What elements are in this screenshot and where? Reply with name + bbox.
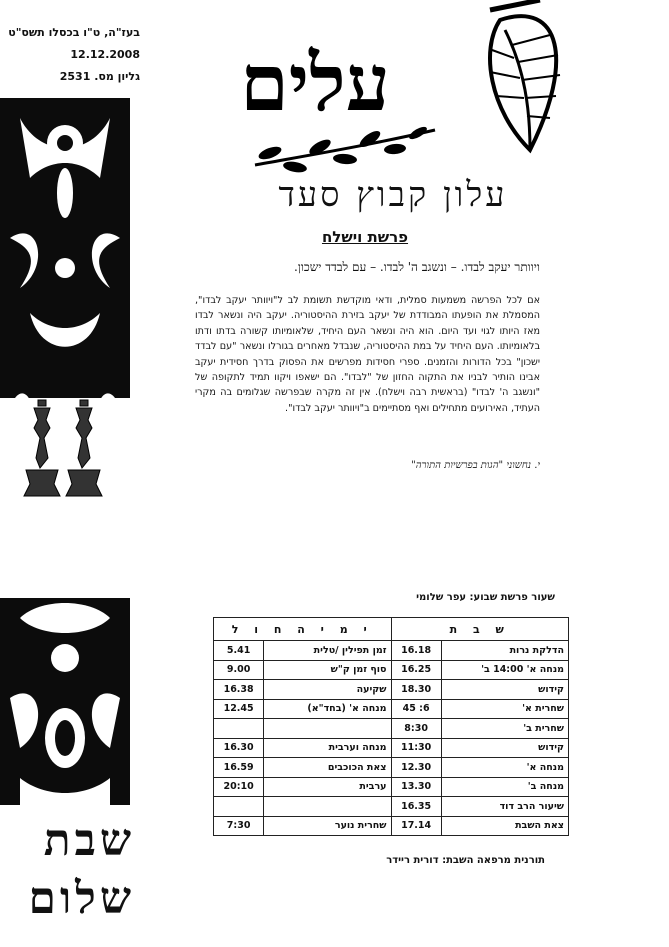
- prayer-times-body: [214, 641, 569, 836]
- article-source: י. נחשוני "הגות בפרשיות התורה": [411, 460, 540, 471]
- shabbat-time: 13.30: [391, 777, 441, 797]
- logo-wordmark: [240, 18, 390, 129]
- shabbat-label: שיעור הרב דוד: [441, 797, 568, 817]
- weekday-label: שחרית נוער: [264, 816, 391, 836]
- column-header-weekday: י מ י ה ח ו ל: [214, 618, 392, 641]
- weekday-label: מנחה וערבית: [264, 738, 391, 758]
- shabbat-label: מנחה ב': [441, 777, 568, 797]
- weekday-label: ערבית: [264, 777, 391, 797]
- weekday-label: מנחה א' (בחד"א): [264, 699, 391, 719]
- weekday-label: [264, 719, 391, 739]
- parasha-quote: ויוותר יעקב לבדו. – ונשגב ה' לבדו. – עם לבדד ישכון.: [293, 260, 540, 274]
- parasha-title: פרשת וישלח: [321, 228, 409, 246]
- table-row: [214, 660, 569, 680]
- table-row: [214, 680, 569, 700]
- weekly-lesson-line: שעור פרשת שבוע: עפר שלומי: [416, 592, 555, 603]
- shabbat-shalom-greeting: [0, 812, 135, 928]
- table-header-row: [214, 618, 569, 641]
- shabbat-time: 8:30: [391, 719, 441, 739]
- prayer-times-table: [213, 617, 569, 836]
- weekday-label: סוף זמן ק"ש: [264, 660, 391, 680]
- weekday-label: שקיעה: [264, 680, 391, 700]
- issue-info: [0, 22, 140, 88]
- shabbat-time: 16.25: [391, 660, 441, 680]
- greeting-line-2: שלום: [28, 873, 135, 924]
- shabbat-label: מנחה א': [441, 758, 568, 778]
- date-gregorian: 12.12.2008: [70, 48, 140, 61]
- shabbat-time: 18.30: [391, 680, 441, 700]
- weekday-time: [214, 797, 264, 817]
- weekday-time: [214, 719, 264, 739]
- weekday-label: [264, 797, 391, 817]
- column-header-shabbat: ש ב ת: [391, 618, 568, 641]
- weekday-time: 7:30: [214, 816, 264, 836]
- shabbat-label: צאת השבת: [441, 816, 568, 836]
- table-row: [214, 797, 569, 817]
- weekday-time: 9.00: [214, 660, 264, 680]
- weekday-label: זמן תפילין /טלית: [264, 641, 391, 661]
- shabbat-label: מנחה א' 14:00 ב': [441, 660, 568, 680]
- shabbat-label: הדלקת נרות: [441, 641, 568, 661]
- article-body: אם לכל הפרשה משמעות סמלית, ודאי מוקדשת תשומת לב ל"ויוותר יעקב לבדו", המסמלת את הופעתו המבודדת של יעקב בזירת ההיסטוריה. יעקב היה ונשאר לבדו מאז היותו לגוי ועד היום. הוא היה ונשאר העם היחיד, שלאומיותו קשורה בדתו ודתו בלאומיותו. העם היחיד על במת ההיסטוריה, שנבדל מאחרים בגורלו ונשאר "עם לבדד ישכון" בכל הדורות והזמנים. ספרי חסידות מפרשים את הפסוק בדרך חסידית יעקב אבינו הותיר לבניו את התקוה החזון של "לבדו". הם ישאפו ויקוו תמיד לתקופה של "ונשגב ה' לבדו" (בראשית רבה וישלח). אין זה מקרה שבפרשה שגלומים בה מקרי העתיד, האירועים מתחילים ואף מסתיימים ב"ויוותר יעקב לבדו".: [195, 295, 540, 414]
- logo-subtitle: עלון קבוץ סעד: [278, 175, 508, 215]
- logo-title-text: עלים: [240, 38, 390, 129]
- table-row: [214, 777, 569, 797]
- branch-icon: [250, 125, 440, 175]
- table-row: [214, 699, 569, 719]
- weekday-time: 16.30: [214, 738, 264, 758]
- shabbat-time: 11:30: [391, 738, 441, 758]
- weekday-label: צאת הכוכבים: [264, 758, 391, 778]
- table-row: [214, 719, 569, 739]
- date-hebrew: בעז"ה, ט"ו בכסלו תשס"ט: [8, 26, 140, 39]
- shabbat-time: 6: 45: [391, 699, 441, 719]
- shabbat-label: שחרית א': [441, 699, 568, 719]
- shabbat-label: קידוש: [441, 738, 568, 758]
- shabbat-time: 17.14: [391, 816, 441, 836]
- leaf-icon: [470, 0, 580, 160]
- weekday-time: 16.38: [214, 680, 264, 700]
- weekday-time: 12.45: [214, 699, 264, 719]
- table-row: [214, 758, 569, 778]
- table-row: [214, 738, 569, 758]
- shabbat-label: קידוש: [441, 680, 568, 700]
- table-row: [214, 641, 569, 661]
- shabbat-time: 16.18: [391, 641, 441, 661]
- candlesticks-icon: [20, 398, 110, 498]
- weekday-time: 16.59: [214, 758, 264, 778]
- weekday-time: 5.41: [214, 641, 264, 661]
- greeting-line-1: שבת: [43, 815, 135, 866]
- shabbat-time: 16.35: [391, 797, 441, 817]
- weekday-time: 20:10: [214, 777, 264, 797]
- issue-number: גליון מס. 2531: [59, 70, 140, 83]
- table-row: [214, 816, 569, 836]
- clinic-duty-line: תורנית מרפאה השבת: דורית ריידר: [386, 855, 545, 866]
- shabbat-time: 12.30: [391, 758, 441, 778]
- shabbat-label: שחרית ב': [441, 719, 568, 739]
